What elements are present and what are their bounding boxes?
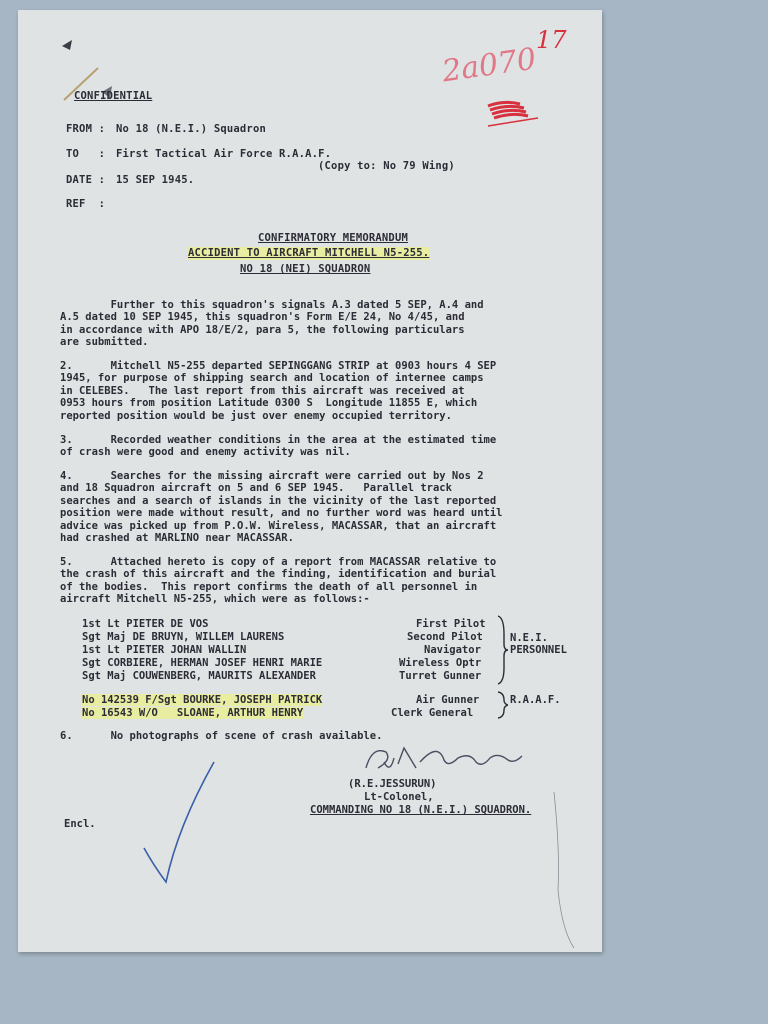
crew-nei-4-role: Wireless Optr: [399, 657, 482, 669]
fold-line: [550, 790, 580, 950]
group-nei-label: N.E.I.: [510, 632, 548, 644]
ref-label: REF :: [66, 198, 106, 210]
crew-raaf-2-role: Clerk General: [391, 707, 474, 719]
copy-to: (Copy to: No 79 Wing): [318, 160, 455, 172]
paragraph-3: 3. Recorded weather conditions in the area at the estimated time of crash were good and enemy activity was nil.: [60, 434, 497, 459]
to-label: TO :: [66, 148, 106, 160]
crew-nei-1-role: First Pilot: [416, 618, 486, 630]
paragraph-2: 2. Mitchell N5-255 departed SEPINGGANG STRIP at 0903 hours 4 SEP 1945, for purpose of shipping search and location of internee camps in CELEBES. The last report from this aircraft was received at 0953 hours from position Latitude 0300 S Longitude 11855 E, which reported position would be just over enemy occupied territory.: [60, 360, 497, 422]
paragraph-4: 4. Searches for the missing aircraft were carried out by Nos 2 and 18 Squadron aircraft on 5 and 6 SEP 1945. Parallel track searches and a search of islands in the vicinity of the last reported position were made without result, and no further word was heard until advice was picked up from P.O.W. Wireless, MACASSAR, that an aircraft had crashed at MARLINO near MACASSAR.: [60, 470, 503, 545]
enclosure-label: Encl.: [64, 818, 96, 830]
handwritten-number: 17: [536, 26, 567, 54]
signature-command: COMMANDING NO 18 (N.E.I.) SQUADRON.: [310, 804, 532, 816]
crew-nei-5-name: Sgt Maj COUWENBERG, MAURITS ALEXANDER: [82, 670, 316, 682]
from-value: No 18 (N.E.I.) Squadron: [116, 123, 266, 135]
bracket-raaf-icon: [496, 690, 508, 720]
date-label: DATE :: [66, 174, 106, 186]
memorandum-page: [18, 10, 602, 952]
crew-nei-2-role: Second Pilot: [407, 631, 483, 643]
crew-nei-4-name: Sgt CORBIERE, HERMAN JOSEF HENRI MARIE: [82, 657, 323, 669]
title-line-3: NO 18 (NEI) SQUADRON: [240, 263, 371, 275]
crew-raaf-1-name: No 142539 F/Sgt BOURKE, JOSEPH PATRICK: [82, 694, 323, 706]
blue-check-mark-icon: [138, 756, 218, 886]
signature-name: (R.E.JESSURUN): [348, 778, 437, 790]
crew-raaf-2-name: No 16543 W/O SLOANE, ARTHUR HENRY: [82, 707, 304, 719]
crew-nei-3-name: 1st Lt PIETER JOHAN WALLIN: [82, 644, 247, 656]
classification-label: CONFIDENTIAL: [74, 90, 153, 102]
handwritten-reference: 2a070: [440, 41, 539, 90]
paragraph-6: 6. No photographs of scene of crash available.: [60, 730, 383, 742]
to-value: First Tactical Air Force R.A.A.F.: [116, 148, 332, 160]
paragraph-5: 5. Attached hereto is copy of a report from MACASSAR relative to the crash of this aircraft and the finding, identification and burial of the bodies. This report confirms the death of all personnel in aircraft Mitchell N5-255, which were as follows:-: [60, 556, 497, 606]
from-label: FROM :: [66, 123, 106, 135]
bracket-nei-icon: [496, 614, 508, 686]
title-line-2: ACCIDENT TO AIRCRAFT MITCHELL N5-255.: [188, 247, 430, 259]
crew-nei-3-role: Navigator: [424, 644, 481, 656]
crew-raaf-1-role: Air Gunner: [416, 694, 480, 706]
paragraph-1: Further to this squadron's signals A.3 dated 5 SEP, A.4 and A.5 dated 10 SEP 1945, this squadron's Form E/E 24, No 4/45, and in accordance with APO 18/E/2, para 5, the following particulars are submitted.: [60, 299, 484, 349]
group-nei-personnel: PERSONNEL: [510, 644, 567, 656]
crew-nei-5-role: Turret Gunner: [399, 670, 482, 682]
red-scribble-icon: [484, 96, 544, 130]
crew-nei-2-name: Sgt Maj DE BRUYN, WILLEM LAURENS: [82, 631, 285, 643]
title-line-1: CONFIRMATORY MEMORANDUM: [258, 232, 408, 244]
date-value: 15 SEP 1945.: [116, 174, 195, 186]
group-raaf-label: R.A.A.F.: [510, 694, 561, 706]
signature-rank: Lt-Colonel,: [364, 791, 434, 803]
crew-nei-1-name: 1st Lt PIETER DE VOS: [82, 618, 209, 630]
